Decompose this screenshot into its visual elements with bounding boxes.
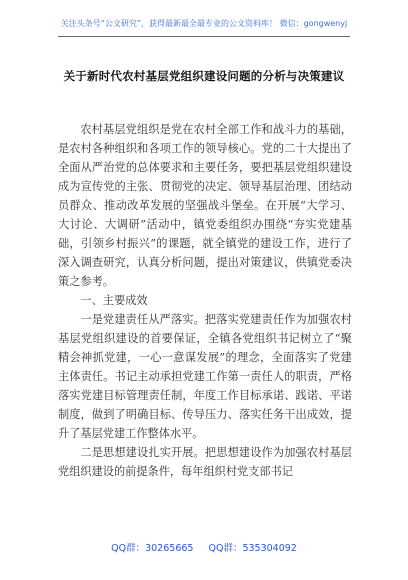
paragraph-intro: 农村基层党组织是党在农村全部工作和战斗力的基础，是农村各种组织和各项工作的领导核心。党的二十大提出了全面从严治党的总体要求和主要任务，要把基层党组织建设成为宣传党的主张、贯彻党的决定、领导基层治理、团结动员群众、推动改革发展的坚强战斗堡垒。在开展“大学习、大讨论、大调研”活动中，镇党委组织办围绕“夯实党建基础，引领乡村振兴”的课题，就全镇党的建设工作，进行了深入调查研究，认真分析问题，提出对策建议，供镇党委决策之参考。 <box>58 123 352 288</box>
header-divider <box>58 36 350 37</box>
paragraph-ideology: 二是思想建设扎实开展。把思想建设作为加强农村基层党组织建设的前提条件，每年组织村党支部书记 <box>58 446 352 478</box>
section-heading: 一、主要成效 <box>80 294 148 307</box>
footer-qq-group-1: QQ群：30265665 <box>111 543 194 554</box>
paragraph-responsibility: 一是党建责任从严落实。把落实党建责任作为加强农村基层党组织建设的首要保证，全镇各党组织书记树立了“聚精会神抓党建，一心一意谋发展”的理念，全面落实了党建主体责任。书记主动承担党建工作第一责任人的职责，严格落实党建目标管理责任制，年度工作目标承诺、践诺、平诺制度，做到了明确目标、传导压力、落实任务干出成效，提升了基层党建工作整体水平。 <box>58 313 352 440</box>
document-body <box>58 120 352 481</box>
document-title: 关于新时代农村基层党组织建设问题的分析与决策建议 <box>63 69 345 83</box>
header-note: 关注头条号“公文研究”，获得最新最全最专业的公文资料库！ 微信：gongwenyj <box>60 19 348 28</box>
footer <box>0 540 408 554</box>
footer-qq-group-2: QQ群：535304092 <box>208 543 297 554</box>
